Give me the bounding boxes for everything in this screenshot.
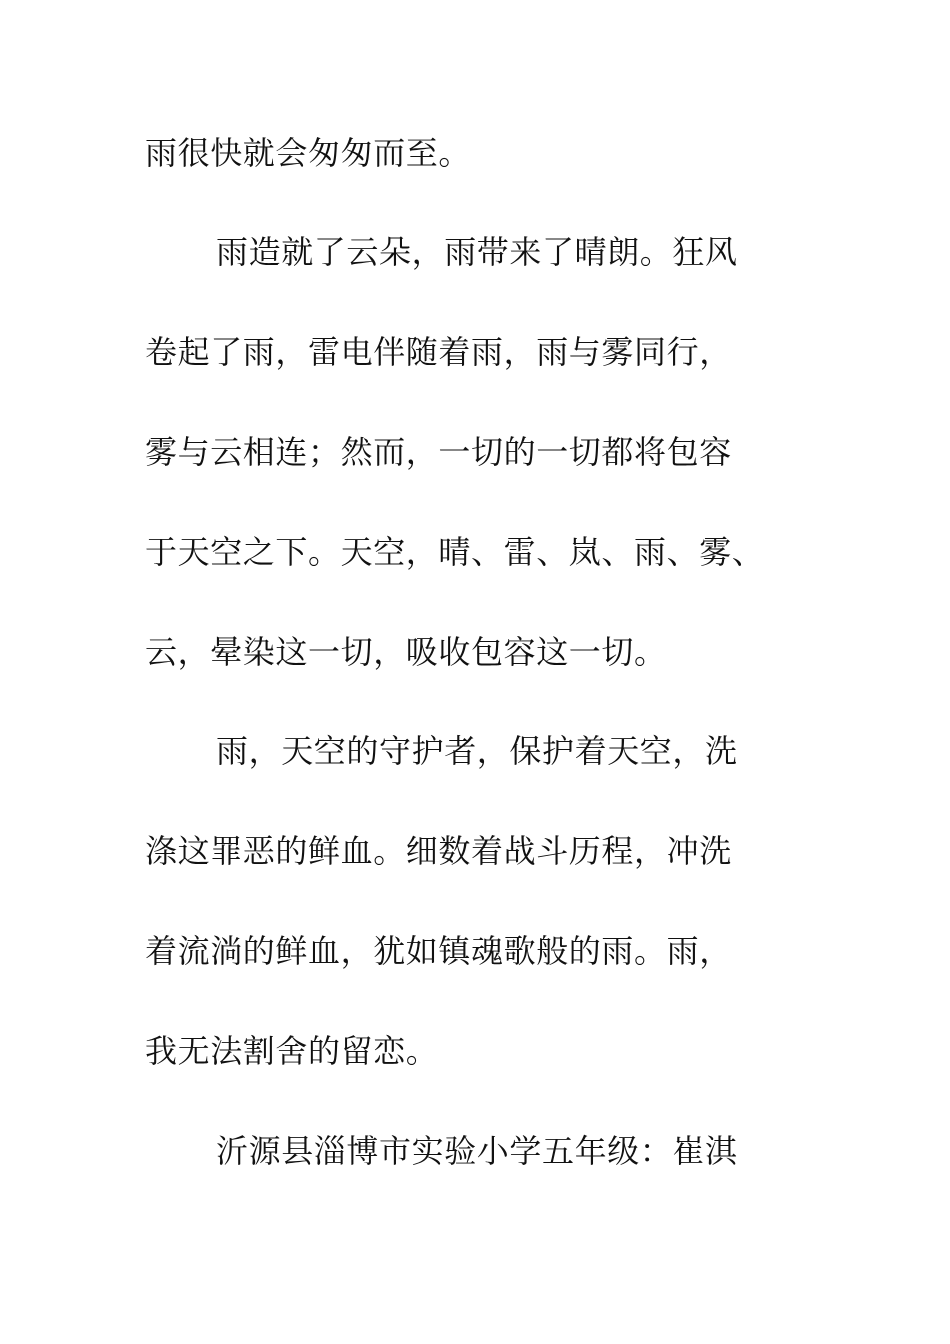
paragraph-3-line-4: 我无法割舍的留恋。 bbox=[145, 1032, 439, 1070]
paragraph-3-line-1: 雨，天空的守护者，保护着天空，洗 bbox=[216, 732, 738, 770]
paragraph-2-line-1: 雨造就了云朵，雨带来了晴朗。狂风 bbox=[216, 233, 738, 271]
text-line-1: 雨很快就会匆匆而至。 bbox=[145, 134, 472, 172]
paragraph-3-line-3: 着流淌的鲜血，犹如镇魂歌般的雨。雨， bbox=[145, 932, 732, 970]
author-line: 沂源县淄博市实验小学五年级：崔淇 bbox=[216, 1132, 738, 1170]
paragraph-2-line-2: 卷起了雨，雷电伴随着雨，雨与雾同行， bbox=[145, 333, 732, 371]
paragraph-2-line-4: 于天空之下。天空，晴、雷、岚、雨、雾、 bbox=[145, 533, 765, 571]
paragraph-3-line-2: 涤这罪恶的鲜血。细数着战斗历程，冲洗 bbox=[145, 832, 732, 870]
paragraph-2-line-5: 云，晕染这一切，吸收包容这一切。 bbox=[145, 633, 667, 671]
paragraph-2-line-3: 雾与云相连；然而，一切的一切都将包容 bbox=[145, 433, 732, 471]
